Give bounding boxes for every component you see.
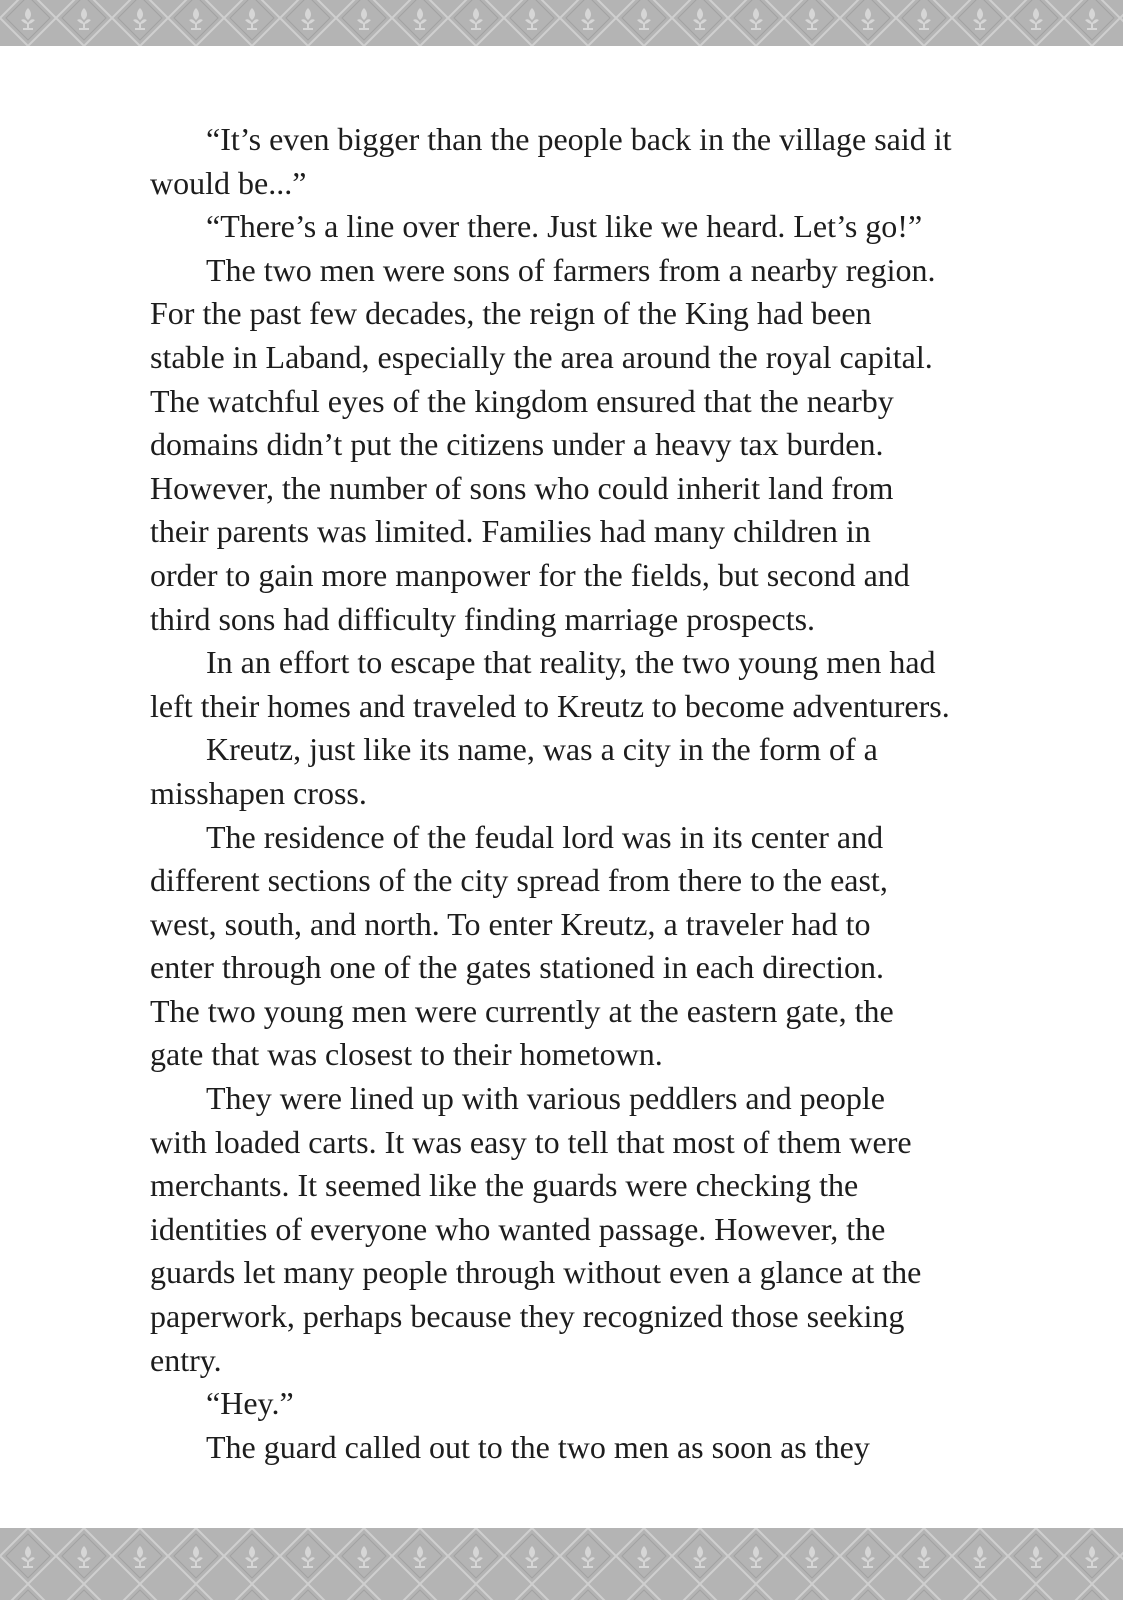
text-line: misshapen cross.: [150, 774, 367, 811]
text-line: In an effort to escape that reality, the two young men had: [206, 644, 936, 681]
text-line: gate that was closest to their hometown.: [150, 1036, 663, 1073]
text-line: west, south, and north. To enter Kreutz, a traveler had to: [150, 905, 871, 942]
page-body-text: [150, 118, 1030, 1469]
text-line: third sons had difficulty finding marriage prospects.: [150, 600, 816, 637]
text-line: The watchful eyes of the kingdom ensured that the nearby: [150, 382, 894, 419]
text-line: “Hey.”: [206, 1385, 294, 1422]
text-line: order to gain more manpower for the fields, but second and: [150, 556, 910, 593]
text-line: They were lined up with various peddlers and people: [206, 1080, 885, 1117]
text-line: their parents was limited. Families had many children in: [150, 513, 871, 550]
text-line: Kreutz, just like its name, was a city in the form of a: [206, 731, 878, 768]
text-line: domains didn’t put the citizens under a heavy tax burden.: [150, 426, 884, 463]
text-line: The residence of the feudal lord was in its center and: [206, 818, 884, 855]
text-line: The two young men were currently at the eastern gate, the: [150, 992, 894, 1029]
text-line: “There’s a line over there. Just like we heard. Let’s go!”: [206, 208, 923, 245]
text-line: guards let many people through without even a glance at the: [150, 1254, 922, 1291]
text-line: stable in Laband, especially the area around the royal capital.: [150, 338, 933, 375]
text-line: would be...”: [150, 164, 307, 201]
decorative-bottom-border: [0, 1528, 1123, 1600]
text-line: different sections of the city spread from there to the east,: [150, 862, 888, 899]
text-line: identities of everyone who wanted passage. However, the: [150, 1210, 886, 1247]
text-line: “It’s even bigger than the people back in the village said it: [206, 121, 952, 157]
text-line: merchants. It seemed like the guards were checking the: [150, 1167, 859, 1204]
text-line: with loaded carts. It was easy to tell that most of them were: [150, 1123, 912, 1160]
text-line: enter through one of the gates stationed in each direction.: [150, 949, 884, 986]
text-line: paperwork, perhaps because they recognized those seeking: [150, 1298, 905, 1335]
text-line: However, the number of sons who could inherit land from: [150, 469, 894, 506]
text-line: left their homes and traveled to Kreutz to become adventurers.: [150, 687, 950, 724]
text-line: The two men were sons of farmers from a nearby region.: [206, 251, 936, 288]
text-line: The guard called out to the two men as soon as they: [206, 1428, 870, 1465]
decorative-top-border: [0, 0, 1123, 46]
text-line: entry.: [150, 1341, 222, 1378]
text-line: For the past few decades, the reign of the King had been: [150, 295, 872, 332]
